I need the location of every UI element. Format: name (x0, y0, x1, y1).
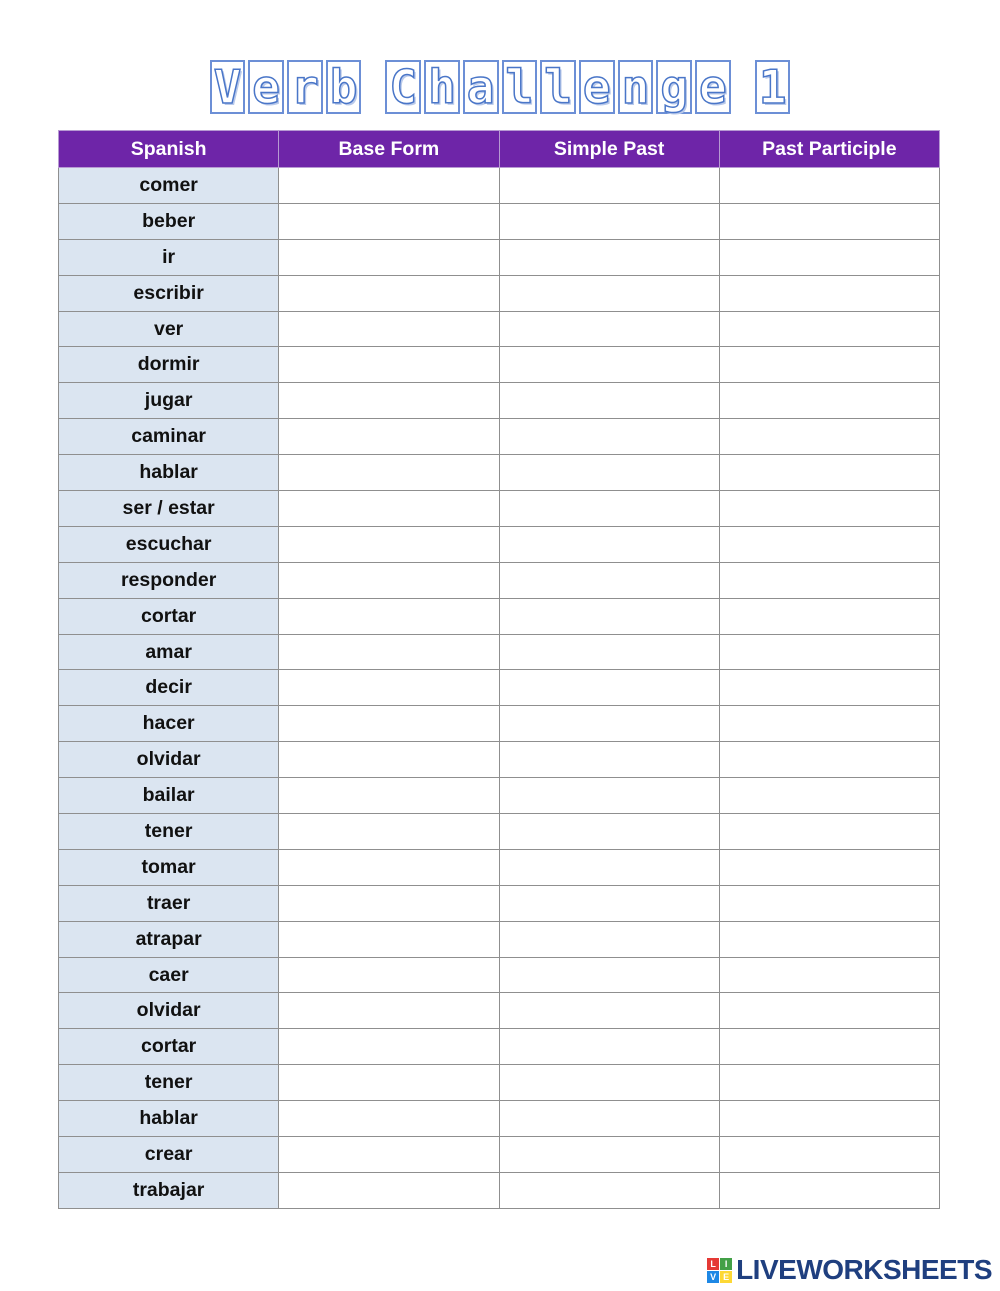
spanish-verb-cell: jugar (59, 383, 279, 419)
simple-past-answer-cell[interactable] (499, 562, 719, 598)
table-row (59, 1137, 940, 1173)
base-form-answer-cell[interactable] (279, 814, 499, 850)
spanish-verb-cell: ser / estar (59, 491, 279, 527)
simple-past-answer-cell[interactable] (499, 311, 719, 347)
spanish-verb-cell: hablar (59, 1101, 279, 1137)
table-header-row (59, 131, 940, 168)
simple-past-answer-cell[interactable] (499, 275, 719, 311)
verb-table (58, 130, 940, 1209)
spanish-verb-cell: atrapar (59, 921, 279, 957)
title-letter: 1 (755, 60, 791, 114)
spanish-verb-cell: bailar (59, 778, 279, 814)
past-participle-answer-cell[interactable] (719, 383, 939, 419)
title-letter: l (540, 60, 576, 114)
base-form-answer-cell[interactable] (279, 706, 499, 742)
table-row (59, 1101, 940, 1137)
spanish-verb-cell: responder (59, 562, 279, 598)
base-form-answer-cell[interactable] (279, 634, 499, 670)
table-row (59, 526, 940, 562)
past-participle-answer-cell[interactable] (719, 347, 939, 383)
title-letter: e (579, 60, 615, 114)
spanish-verb-cell: crear (59, 1137, 279, 1173)
spanish-verb-cell: tomar (59, 849, 279, 885)
past-participle-answer-cell[interactable] (719, 168, 939, 204)
spanish-verb-cell: tener (59, 814, 279, 850)
title-letter: a (463, 60, 499, 114)
past-participle-answer-cell[interactable] (719, 921, 939, 957)
spanish-verb-cell: hablar (59, 455, 279, 491)
base-form-answer-cell[interactable] (279, 491, 499, 527)
past-participle-answer-cell[interactable] (719, 419, 939, 455)
past-participle-answer-cell[interactable] (719, 526, 939, 562)
past-participle-answer-cell[interactable] (719, 455, 939, 491)
spanish-verb-cell: ir (59, 239, 279, 275)
past-participle-answer-cell[interactable] (719, 993, 939, 1029)
spanish-verb-cell: ver (59, 311, 279, 347)
spanish-verb-cell: beber (59, 203, 279, 239)
spanish-verb-cell: caer (59, 957, 279, 993)
simple-past-answer-cell[interactable] (499, 419, 719, 455)
spanish-verb-cell: tener (59, 1065, 279, 1101)
title-letter: r (287, 60, 323, 114)
simple-past-answer-cell[interactable] (499, 383, 719, 419)
logo-letter: E (720, 1271, 732, 1283)
spanish-verb-cell: amar (59, 634, 279, 670)
table-row (59, 239, 940, 275)
simple-past-answer-cell[interactable] (499, 742, 719, 778)
table-row (59, 383, 940, 419)
past-participle-answer-cell[interactable] (719, 706, 939, 742)
base-form-answer-cell[interactable] (279, 383, 499, 419)
table-row (59, 670, 940, 706)
page-title (210, 60, 791, 114)
table-row (59, 1065, 940, 1101)
past-participle-answer-cell[interactable] (719, 311, 939, 347)
spanish-verb-cell: cortar (59, 598, 279, 634)
past-participle-answer-cell[interactable] (719, 1065, 939, 1101)
simple-past-answer-cell[interactable] (499, 814, 719, 850)
base-form-answer-cell[interactable] (279, 1101, 499, 1137)
past-participle-answer-cell[interactable] (719, 491, 939, 527)
table-row (59, 168, 940, 204)
table-row (59, 849, 940, 885)
header-spanish: Spanish (59, 131, 279, 168)
past-participle-answer-cell[interactable] (719, 1172, 939, 1208)
table-row (59, 562, 940, 598)
base-form-answer-cell[interactable] (279, 275, 499, 311)
past-participle-answer-cell[interactable] (719, 814, 939, 850)
spanish-verb-cell: cortar (59, 1029, 279, 1065)
brand-footer (707, 1252, 992, 1288)
title-area (0, 52, 1000, 122)
table-body (59, 168, 940, 1209)
spanish-verb-cell: traer (59, 885, 279, 921)
table-row (59, 921, 940, 957)
title-letter (364, 64, 382, 114)
base-form-answer-cell[interactable] (279, 742, 499, 778)
table-row (59, 885, 940, 921)
table-row (59, 1172, 940, 1208)
past-participle-answer-cell[interactable] (719, 1101, 939, 1137)
simple-past-answer-cell[interactable] (499, 347, 719, 383)
header-past-participle: Past Participle (719, 131, 939, 168)
base-form-answer-cell[interactable] (279, 562, 499, 598)
simple-past-answer-cell[interactable] (499, 526, 719, 562)
table-row (59, 634, 940, 670)
past-participle-answer-cell[interactable] (719, 742, 939, 778)
header-simple-past: Simple Past (499, 131, 719, 168)
base-form-answer-cell[interactable] (279, 419, 499, 455)
simple-past-answer-cell[interactable] (499, 634, 719, 670)
logo-letter: L (707, 1258, 719, 1270)
simple-past-answer-cell[interactable] (499, 849, 719, 885)
past-participle-answer-cell[interactable] (719, 1029, 939, 1065)
past-participle-answer-cell[interactable] (719, 885, 939, 921)
title-letter (734, 64, 752, 114)
base-form-answer-cell[interactable] (279, 921, 499, 957)
past-participle-answer-cell[interactable] (719, 849, 939, 885)
table-row (59, 706, 940, 742)
title-letter: n (618, 60, 654, 114)
title-letter: h (424, 60, 460, 114)
base-form-answer-cell[interactable] (279, 168, 499, 204)
title-letter: e (248, 60, 284, 114)
simple-past-answer-cell[interactable] (499, 1172, 719, 1208)
simple-past-answer-cell[interactable] (499, 491, 719, 527)
simple-past-answer-cell[interactable] (499, 1029, 719, 1065)
past-participle-answer-cell[interactable] (719, 598, 939, 634)
simple-past-answer-cell[interactable] (499, 168, 719, 204)
simple-past-answer-cell[interactable] (499, 921, 719, 957)
simple-past-answer-cell[interactable] (499, 706, 719, 742)
past-participle-answer-cell[interactable] (719, 778, 939, 814)
spanish-verb-cell: comer (59, 168, 279, 204)
table-row (59, 742, 940, 778)
table-row (59, 311, 940, 347)
logo-letter: V (707, 1271, 719, 1283)
simple-past-answer-cell[interactable] (499, 778, 719, 814)
brand-name: LIVEWORKSHEETS (736, 1254, 992, 1285)
title-letter: V (210, 60, 246, 114)
spanish-verb-cell: dormir (59, 347, 279, 383)
simple-past-answer-cell[interactable] (499, 670, 719, 706)
simple-past-answer-cell[interactable] (499, 598, 719, 634)
table-row (59, 957, 940, 993)
base-form-answer-cell[interactable] (279, 670, 499, 706)
header-base-form: Base Form (279, 131, 499, 168)
base-form-answer-cell[interactable] (279, 993, 499, 1029)
spanish-verb-cell: caminar (59, 419, 279, 455)
past-participle-answer-cell[interactable] (719, 562, 939, 598)
simple-past-answer-cell[interactable] (499, 957, 719, 993)
table-row (59, 347, 940, 383)
base-form-answer-cell[interactable] (279, 311, 499, 347)
simple-past-answer-cell[interactable] (499, 1137, 719, 1173)
base-form-answer-cell[interactable] (279, 455, 499, 491)
spanish-verb-cell: escribir (59, 275, 279, 311)
table-row (59, 814, 940, 850)
base-form-answer-cell[interactable] (279, 778, 499, 814)
base-form-answer-cell[interactable] (279, 849, 499, 885)
title-letter: b (326, 60, 362, 114)
base-form-answer-cell[interactable] (279, 347, 499, 383)
simple-past-answer-cell[interactable] (499, 1065, 719, 1101)
title-letter: e (695, 60, 731, 114)
base-form-answer-cell[interactable] (279, 598, 499, 634)
spanish-verb-cell: olvidar (59, 742, 279, 778)
simple-past-answer-cell[interactable] (499, 1101, 719, 1137)
base-form-answer-cell[interactable] (279, 1172, 499, 1208)
table-row (59, 419, 940, 455)
title-letter: g (656, 60, 692, 114)
table-row (59, 598, 940, 634)
table-row (59, 491, 940, 527)
liveworksheets-logo-icon (707, 1258, 732, 1283)
spanish-verb-cell: hacer (59, 706, 279, 742)
past-participle-answer-cell[interactable] (719, 239, 939, 275)
table-row (59, 1029, 940, 1065)
table-row (59, 778, 940, 814)
table-row (59, 455, 940, 491)
past-participle-answer-cell[interactable] (719, 957, 939, 993)
past-participle-answer-cell[interactable] (719, 275, 939, 311)
simple-past-answer-cell[interactable] (499, 885, 719, 921)
table-row (59, 993, 940, 1029)
simple-past-answer-cell[interactable] (499, 203, 719, 239)
base-form-answer-cell[interactable] (279, 957, 499, 993)
spanish-verb-cell: olvidar (59, 993, 279, 1029)
base-form-answer-cell[interactable] (279, 885, 499, 921)
base-form-answer-cell[interactable] (279, 239, 499, 275)
base-form-answer-cell[interactable] (279, 526, 499, 562)
title-letter: l (502, 60, 538, 114)
spanish-verb-cell: escuchar (59, 526, 279, 562)
base-form-answer-cell[interactable] (279, 203, 499, 239)
table-row (59, 275, 940, 311)
past-participle-answer-cell[interactable] (719, 670, 939, 706)
base-form-answer-cell[interactable] (279, 1137, 499, 1173)
simple-past-answer-cell[interactable] (499, 993, 719, 1029)
base-form-answer-cell[interactable] (279, 1065, 499, 1101)
spanish-verb-cell: trabajar (59, 1172, 279, 1208)
title-letter: C (385, 60, 421, 114)
past-participle-answer-cell[interactable] (719, 1137, 939, 1173)
logo-letter: I (720, 1258, 732, 1270)
spanish-verb-cell: decir (59, 670, 279, 706)
simple-past-answer-cell[interactable] (499, 239, 719, 275)
past-participle-answer-cell[interactable] (719, 203, 939, 239)
base-form-answer-cell[interactable] (279, 1029, 499, 1065)
table-row (59, 203, 940, 239)
past-participle-answer-cell[interactable] (719, 634, 939, 670)
simple-past-answer-cell[interactable] (499, 455, 719, 491)
